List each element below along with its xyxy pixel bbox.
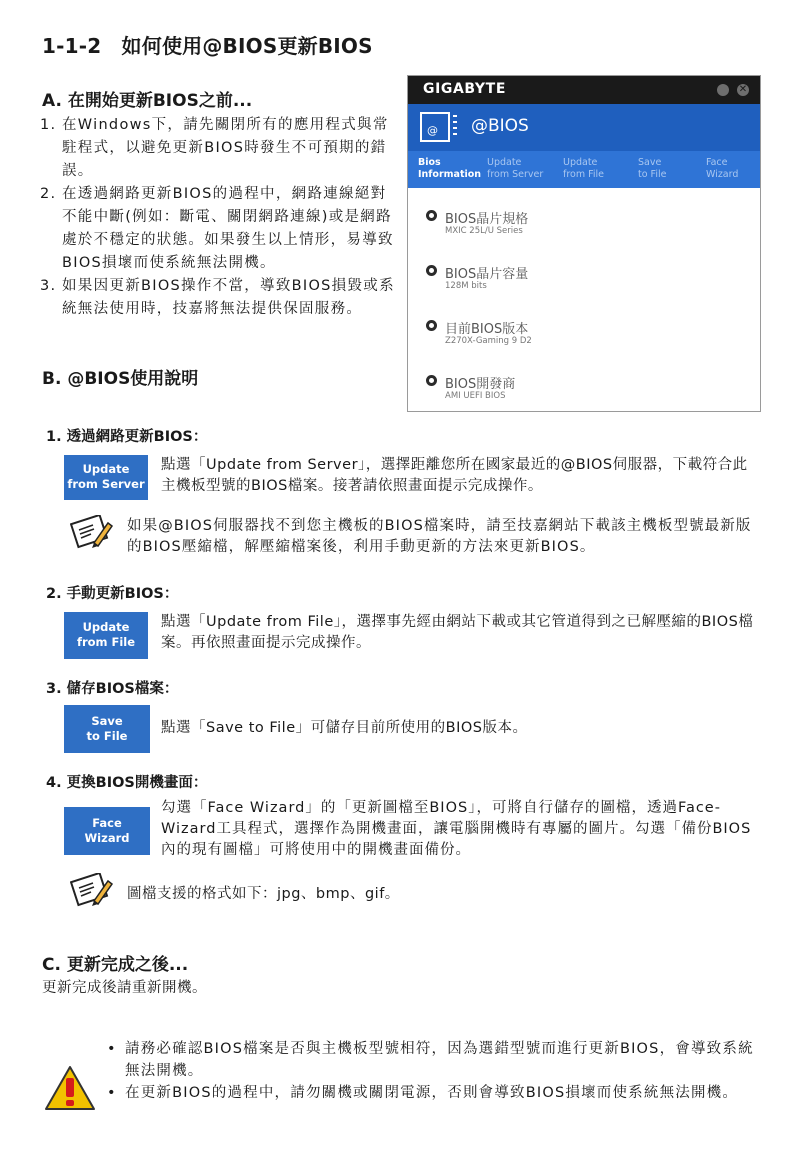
list-item bbox=[40, 183, 398, 275]
note-pencil-icon bbox=[70, 515, 114, 549]
chip-pin bbox=[453, 133, 457, 135]
step-heading-2: 2. 手動更新BIOS： bbox=[46, 586, 179, 602]
step-heading-4: 4. 更換BIOS開機畫面： bbox=[46, 775, 208, 791]
list-number: 3. bbox=[40, 278, 57, 294]
step-text-3: 點選「Save to File」可儲存目前所使用的BIOS版本。 bbox=[161, 720, 528, 736]
chip-pin bbox=[453, 127, 457, 129]
step-text-1: 點選「Update from Server」，選擇距離您所在國家最近的@BIOS伺服器，下載符合此主機板型號的BIOS檔案。接著請依照畫面提示完成操作。 bbox=[161, 457, 748, 494]
window-titlebar bbox=[408, 76, 760, 104]
info-bullet-icon bbox=[426, 320, 437, 331]
update-from-file-button[interactable]: Update from File bbox=[64, 612, 148, 659]
note-text-2: 圖檔支援的格式如下：jpg、bmp、gif。 bbox=[127, 886, 400, 902]
section-a-list bbox=[40, 114, 398, 321]
section-c-text: 更新完成後請重新開機。 bbox=[42, 980, 207, 996]
tab-save-to-file[interactable]: Save to File bbox=[638, 157, 667, 180]
tab-update-from-file[interactable]: Update from File bbox=[563, 157, 605, 180]
section-c-title: C. 更新完成之後... bbox=[42, 955, 189, 975]
warning-list bbox=[103, 1038, 763, 1104]
list-text: 在透過網路更新BIOS的過程中，網路連線絕對不能中斷(例如：斷電、關閉網路連線)或是網路處於不穩定的狀態。如果發生以上情形，易導致BIOS損壞而使系統無法開機。 bbox=[62, 186, 394, 271]
list-item bbox=[40, 275, 398, 321]
warning-item: • 請務必確認BIOS檔案是否與主機板型號相符，因為選錯型號而進行更新BIOS，會導致系統無法開機。 bbox=[103, 1038, 763, 1082]
section-a-title: A. 在開始更新BIOS之前... bbox=[42, 91, 253, 111]
list-number: 2. bbox=[40, 186, 57, 202]
bios-chip-icon: @ bbox=[420, 112, 450, 142]
list-text: 如果因更新BIOS操作不當，導致BIOS損毀或系統無法使用時，技嘉將無法提供保固服務。 bbox=[62, 278, 395, 317]
app-header bbox=[408, 104, 760, 151]
info-bullet-icon bbox=[426, 210, 437, 221]
step-heading-1: 1. 透過網路更新BIOS： bbox=[46, 429, 208, 445]
note-text-1: 如果@BIOS伺服器找不到您主機板的BIOS檔案時，請至技嘉網站下載該主機板型號最新版的BIOS壓縮檔，解壓縮檔案後，利用手動更新的方法來更新BIOS。 bbox=[127, 518, 752, 555]
step-text-2: 點選「Update from File」，選擇事先經由網站下載或其它管道得到之已解壓縮的BIOS檔案。再依照畫面提示完成操作。 bbox=[161, 614, 754, 651]
minimize-icon[interactable] bbox=[717, 84, 729, 96]
info-bullet-icon bbox=[426, 265, 437, 276]
warning-icon bbox=[44, 1064, 96, 1112]
note-pencil-icon bbox=[70, 873, 114, 907]
list-text: 在Windows下，請先關閉所有的應用程式與常駐程式，以避免更新BIOS時發生不可預期的錯誤。 bbox=[62, 117, 389, 179]
list-item bbox=[40, 114, 398, 183]
info-bullet-icon bbox=[426, 375, 437, 386]
chip-pin bbox=[453, 121, 457, 123]
page-heading: 1-1-2 如何使用@BIOS更新BIOS bbox=[42, 34, 373, 58]
app-title: @BIOS bbox=[471, 116, 529, 136]
warning-item: • 在更新BIOS的過程中，請勿關機或關閉電源，否則會導致BIOS損壞而使系統無法開機。 bbox=[103, 1082, 763, 1104]
save-to-file-button[interactable]: Save to File bbox=[64, 705, 150, 753]
list-number: 1. bbox=[40, 117, 57, 133]
section-b-title: B. @BIOS使用說明 bbox=[42, 369, 199, 389]
bios-app-window: GIGABYTE ✕ @ @BIOS Bios Information Update from Server Update from File Save to File Face Wizard BIOS晶片規格 MXIC 25L/U Series BIOS晶片容量 128M bits 目前BIOS版本 Z270X-Gaming 9 D2 BIOS開發商 AMI UEFI BIOS bbox=[407, 75, 761, 412]
face-wizard-button[interactable]: Face Wizard bbox=[64, 807, 150, 855]
update-from-server-button[interactable]: Update from Server bbox=[64, 455, 148, 500]
step-text-4: 勾選「Face Wizard」的「更新圖檔至BIOS」，可將自行儲存的圖檔，透過Face-Wizard工具程式，選擇作為開機畫面，讓電腦開機時有專屬的圖片。勾選「備份BIOS內的現有圖檔」可將使用中的開機畫面備份。 bbox=[161, 800, 752, 858]
chip-pin bbox=[453, 115, 457, 117]
close-icon[interactable]: ✕ bbox=[738, 84, 748, 95]
gigabyte-logo: GIGABYTE bbox=[423, 81, 506, 97]
app-tab-bar bbox=[408, 151, 760, 188]
tab-face-wizard[interactable]: Face Wizard bbox=[706, 157, 739, 180]
step-heading-3: 3. 儲存BIOS檔案： bbox=[46, 681, 179, 697]
tab-update-from-server[interactable]: Update from Server bbox=[487, 157, 544, 180]
tab-bios-information[interactable]: Bios Information bbox=[418, 157, 482, 180]
